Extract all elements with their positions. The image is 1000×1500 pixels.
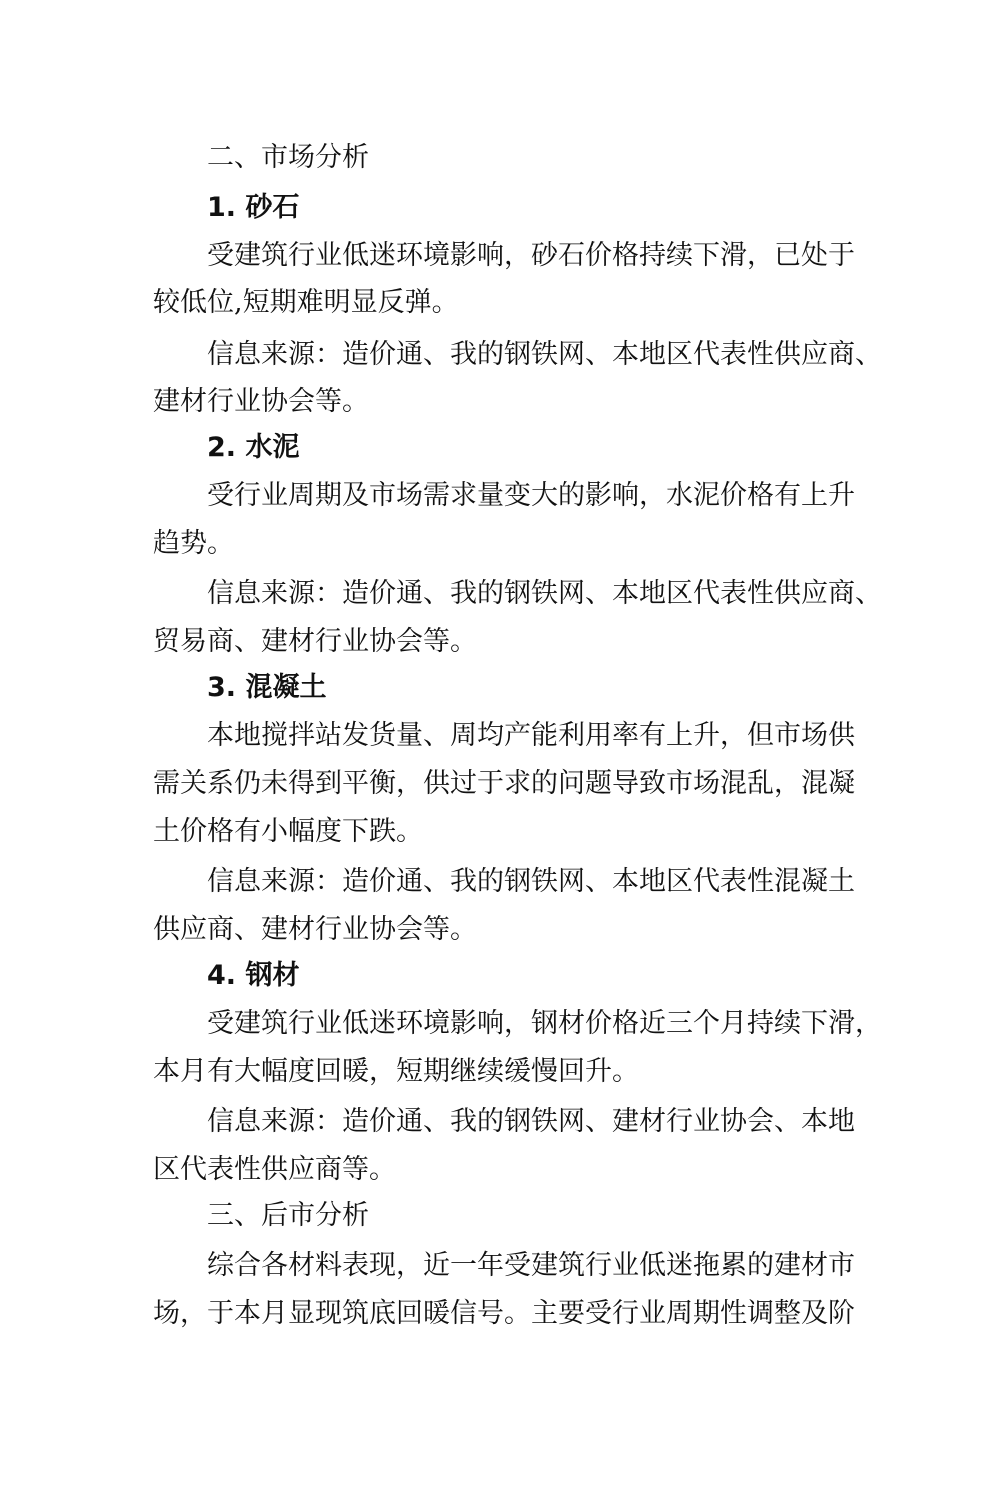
paragraph-line: 需关系仍未得到平衡，供过于求的问题导致市场混乱，混凝 bbox=[153, 768, 855, 799]
paragraph-line: 趋势。 bbox=[153, 528, 234, 559]
source-line: 区代表性供应商等。 bbox=[153, 1154, 396, 1185]
section-heading-outlook: 三、后市分析 bbox=[207, 1200, 369, 1231]
source-line: 信息来源：造价通、我的钢铁网、建材行业协会、本地 bbox=[207, 1106, 855, 1137]
source-line: 建材行业协会等。 bbox=[153, 386, 369, 417]
paragraph-line: 受行业周期及市场需求量变大的影响，水泥价格有上升 bbox=[207, 480, 855, 511]
item-title-cement: 2. 水泥 bbox=[207, 432, 300, 463]
item-title-steel: 4. 钢材 bbox=[207, 960, 300, 991]
source-line: 信息来源：造价通、我的钢铁网、本地区代表性供应商、 bbox=[207, 339, 882, 370]
source-line: 供应商、建材行业协会等。 bbox=[153, 914, 477, 945]
paragraph-line: 本月有大幅度回暖，短期继续缓慢回升。 bbox=[153, 1056, 639, 1087]
paragraph-line: 场，于本月显现筑底回暖信号。主要受行业周期性调整及阶 bbox=[153, 1298, 855, 1329]
source-line: 信息来源：造价通、我的钢铁网、本地区代表性混凝土 bbox=[207, 866, 855, 897]
paragraph-line: 较低位,短期难明显反弹。 bbox=[153, 287, 459, 318]
paragraph-line: 受建筑行业低迷环境影响，钢材价格近三个月持续下滑， bbox=[207, 1008, 882, 1039]
paragraph-line: 本地搅拌站发货量、周均产能利用率有上升，但市场供 bbox=[207, 720, 855, 751]
paragraph-line: 土价格有小幅度下跌。 bbox=[153, 816, 423, 847]
item-title-sand-gravel: 1. 砂石 bbox=[207, 192, 300, 223]
paragraph-line: 受建筑行业低迷环境影响，砂石价格持续下滑，已处于 bbox=[207, 240, 855, 271]
source-line: 贸易商、建材行业协会等。 bbox=[153, 626, 477, 657]
paragraph-line: 综合各材料表现，近一年受建筑行业低迷拖累的建材市 bbox=[207, 1250, 855, 1281]
source-line: 信息来源：造价通、我的钢铁网、本地区代表性供应商、 bbox=[207, 578, 882, 609]
section-heading-market-analysis: 二、市场分析 bbox=[207, 142, 369, 173]
item-title-concrete: 3. 混凝土 bbox=[207, 672, 327, 703]
